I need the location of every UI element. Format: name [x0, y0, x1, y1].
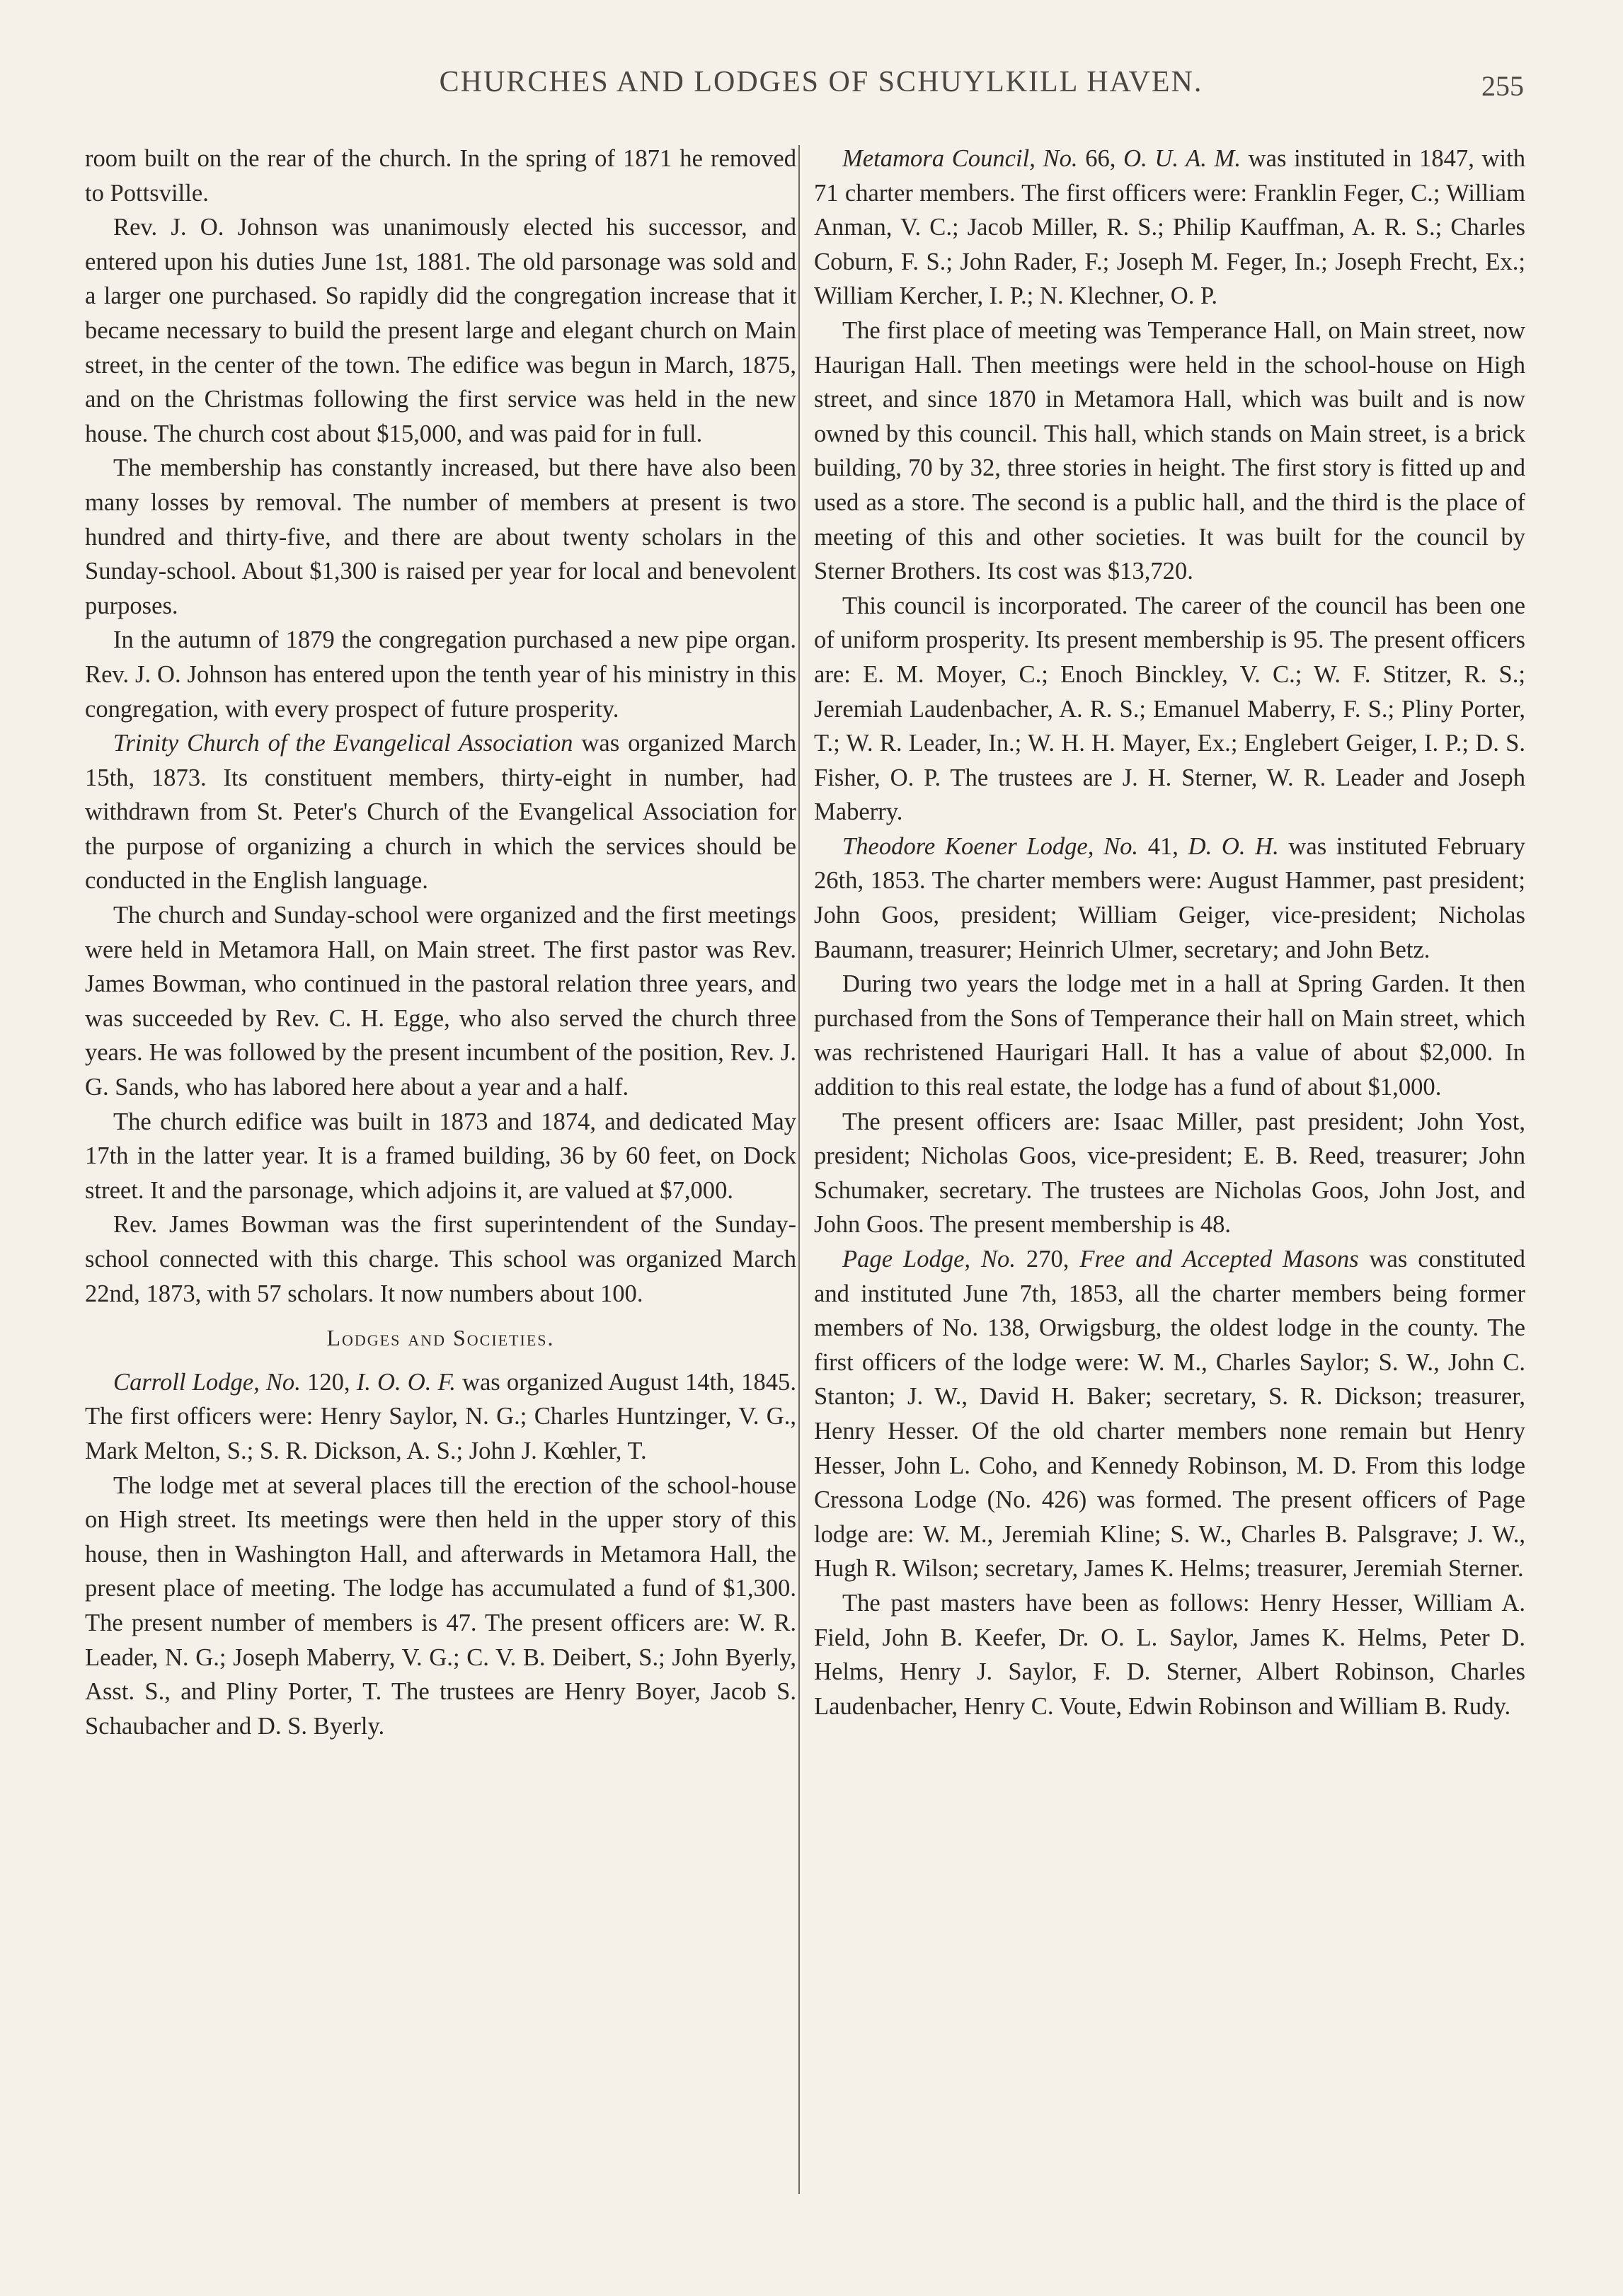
lodge-number: 120,: [300, 1368, 357, 1396]
paragraph-text: was constituted and instituted June 7th, 1853, all the charter members being former members of No. 138, Orwigsburg, the oldest lodge in the county. The first officers of the lodge were: W. M., Charles Saylor; S. W., John C. Stanton; J. W., David H. Baker; secretary, S. R. Dickson; treasurer, Henry Hesser. Of the old charter members none remain but Henry Hesser, John L. Coho, and Kennedy Robinson, M. D. From this lodge Cressona Lodge (No. 426) was formed. The present officers of Page lodge are: W. M., Jeremiah Kline; S. W., Charles B. Palsgrave; J. W., Hugh R. Wilson; secretary, James K. Helms; treasurer, Jeremiah Sterner.: [814, 1246, 1525, 1583]
society-name: Metamora Council, No.: [842, 145, 1078, 172]
paragraph: [85, 726, 796, 898]
paragraph-text: was organized March 15th, 1873. Its constituent members, thirty-eight in number, had withdrawn from St. Peter's Church of the Evangelical Association for the purpose of organizing a church in which the services should be conducted in the English language.: [85, 730, 796, 895]
order-name: I. O. O. F.: [356, 1368, 456, 1396]
lodge-number: 66,: [1077, 145, 1124, 172]
left-column: [85, 142, 796, 1743]
paragraph: room built on the rear of the church. In the spring of 1871 he removed to Pottsville.: [85, 145, 796, 207]
running-title: CHURCHES AND LODGES OF SCHUYLKILL HAVEN.: [439, 66, 1203, 98]
lodge-number: 270,: [1015, 1246, 1080, 1273]
paragraph: [85, 1365, 796, 1469]
society-name: Carroll Lodge, No.: [113, 1368, 301, 1396]
section-heading: Lodges and Societies.: [326, 1325, 555, 1351]
paragraph-text: was instituted February 26th, 1853. The charter members were: August Hammer, past president; John Goos, president; William Geiger, vice-president; Nicholas Baumann, treasurer; Heinrich Ulmer, secretary; and John Betz.: [814, 832, 1525, 963]
paragraph: [814, 1242, 1525, 1586]
order-name: D. O. H.: [1188, 832, 1279, 860]
paragraph: In the autumn of 1879 the congregation purchased a new pipe organ. Rev. J. O. Johnson has entered upon the tenth year of his ministry in this congregation, with every prospect of future prosperity.: [85, 626, 796, 723]
paragraph: The church and Sunday-school were organized and the first meetings were held in Metamora Hall, on Main street. The first pastor was Rev. James Bowman, who continued in the pastoral relation three years, and was succeeded by Rev. C. H. Egge, who also served the church three years. He was followed by the present incumbent of the position, Rev. J. G. Sands, who has labored here about a year and a half.: [85, 902, 796, 1101]
paragraph: [814, 142, 1525, 314]
paragraph: The past masters have been as follows: Henry Hesser, William A. Field, John B. Keefer, Dr. O. L. Saylor, James K. Helms, Peter D. Helms, Henry J. Saylor, F. D. Sterner, Albert Robinson, Charles Laudenbacher, Henry C. Voute, Edwin Robinson and William B. Rudy.: [814, 1589, 1525, 1720]
lodge-number: 41,: [1138, 832, 1188, 860]
paragraph: The first place of meeting was Temperance Hall, on Main street, now Haurigan Hall. Then meetings were held in the school-house on High street, and since 1870 in Metamora Hall, which was built and is now owned by this council. This hall, which stands on Main street, is a brick building, 70 by 32, three stories in height. The first story is fitted up and used as a store. The second is a public hall, and the third is the place of meeting of this and other societies. It was built for the council by Sterner Brothers. Its cost was $13,720.: [814, 316, 1525, 585]
society-name: Theodore Koener Lodge, No.: [842, 832, 1139, 860]
paragraph: This council is incorporated. The career of the council has been one of uniform prosperity. Its present membership is 95. The present officers are: E. M. Moyer, C.; Enoch Binckley, V. C.; W. F. Stitzer, R. S.; Jeremiah Laudenbacher, A. R. S.; Emanuel Maberry, F. S.; Pliny Porter, T.; W. R. Leader, In.; W. H. H. Mayer, Ex.; Englebert Geiger, I. P.; D. S. Fisher, O. P. The trustees are J. H. Sterner, W. R. Leader and Joseph Maberry.: [814, 592, 1525, 826]
paragraph: Rev. James Bowman was the first superintendent of the Sunday-school connected with this charge. This school was organized March 22nd, 1873, with 57 scholars. It now numbers about 100.: [85, 1211, 796, 1307]
page-number: 255: [1481, 70, 1524, 102]
society-name: Page Lodge, No.: [842, 1246, 1016, 1273]
paragraph-text: was instituted in 1847, with 71 charter members. The first officers were: Franklin Feger, C.; William Anman, V. C.; Jacob Miller, R. S.; Philip Kauffman, A. R. S.; Charles Coburn, F. S.; John Rader, F.; Joseph M. Feger, In.; Joseph Frecht, Ex.; William Kercher, I. P.; N. Klechner, O. P.: [814, 145, 1526, 310]
society-name: Trinity Church of the Evangelical Association: [113, 730, 573, 757]
paragraph-text: was organized August 14th, 1845. The first officers were: Henry Saylor, N. G.; Charles Huntzinger, V. G., Mark Melton, S.; S. R. Dickson, A. S.; John J. Kœhler, T.: [85, 1368, 796, 1464]
paragraph: The membership has constantly increased, but there have also been many losses by removal. The number of members at present is two hundred and thirty-five, and there are about twenty scholars in the Sunday-school. About $1,300 is raised per year for local and benevolent purposes.: [85, 454, 796, 619]
paragraph: [814, 830, 1525, 967]
paragraph: The lodge met at several places till the erection of the school-house on High street. Its meetings were then held in the upper story of this house, then in Washington Hall, and afterwards in Metamora Hall, the present place of meeting. The lodge has accumulated a fund of $1,300. The present number of members is 47. The present officers are: W. R. Leader, N. G.; Joseph Maberry, V. G.; C. V. B. Deibert, S.; John Byerly, Asst. S., and Pliny Porter, T. The trustees are Henry Boyer, Jacob S. Schaubacher and D. S. Byerly.: [85, 1471, 796, 1740]
paragraph: The present officers are: Isaac Miller, past president; John Yost, president; Nicholas Goos, vice-president; E. B. Reed, treasurer; John Schumaker, secretary. The trustees are Nicholas Goos, John Jost, and John Goos. The present membership is 48.: [814, 1108, 1525, 1239]
paragraph: Rev. J. O. Johnson was unanimously elected his successor, and entered upon his duties June 1st, 1881. The old parsonage was sold and a larger one purchased. So rapidly did the congregation increase that it became necessary to build the present large and elegant church on Main street, in the center of the town. The edifice was begun in March, 1875, and on the Christmas following the first service was held in the new house. The church cost about $15,000, and was paid for in full.: [85, 214, 796, 447]
order-name: Free and Accepted Masons: [1079, 1246, 1359, 1273]
order-name: O. U. A. M.: [1123, 145, 1241, 172]
right-column: [814, 142, 1525, 1723]
paragraph: The church edifice was built in 1873 and 1874, and dedicated May 17th in the latter year. It is a framed building, 36 by 60 feet, on Dock street. It and the parsonage, which adjoins it, are valued at $7,000.: [85, 1108, 796, 1204]
column-divider: [798, 145, 800, 2194]
paragraph: During two years the lodge met in a hall at Spring Garden. It then purchased from the Sons of Temperance their hall on Main street, which was rechristened Haurigari Hall. It has a value of about $2,000. In addition to this real estate, the lodge has a fund of about $1,000.: [814, 970, 1525, 1101]
